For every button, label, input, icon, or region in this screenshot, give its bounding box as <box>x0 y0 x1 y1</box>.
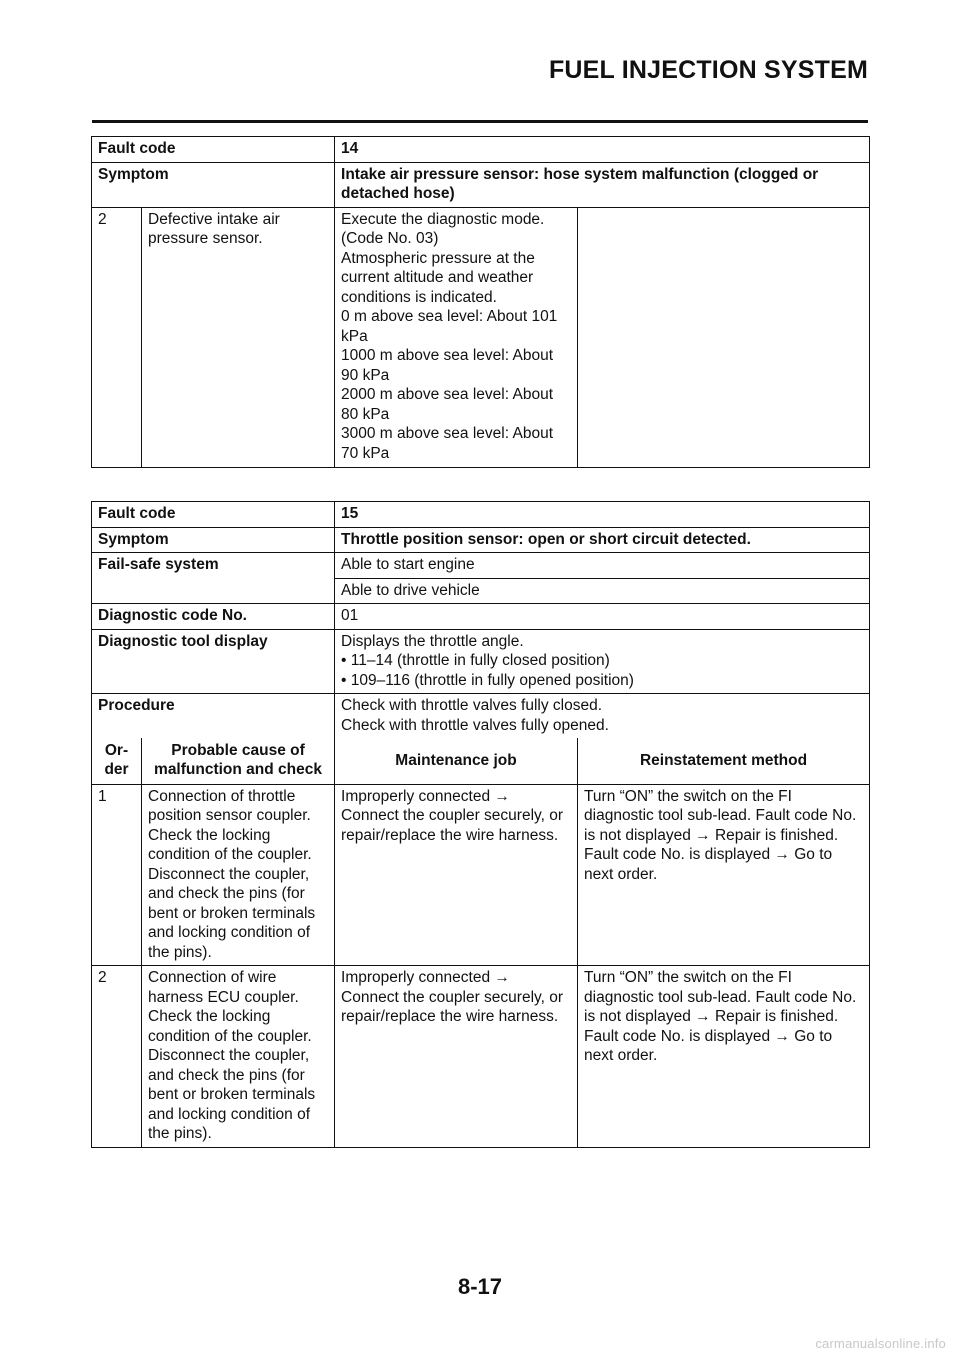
failsafe-label: Fail-safe system <box>92 553 335 604</box>
table-row <box>92 694 870 739</box>
watermark: carmanualsonline.info <box>815 1336 946 1351</box>
table-row <box>92 502 870 528</box>
table-row <box>92 527 870 553</box>
reinstatement-cell: Turn “ON” the switch on the FI diagnostic tool sub-lead. Fault code No. is not displayed → Repair is finished. Fault code No. is displayed → Go to next order. <box>578 784 870 966</box>
symptom-value: Intake air pressure sensor: hose system malfunction (clogged or detached hose) <box>335 162 870 207</box>
cause-line: Connection of wire harness ECU coupler. <box>148 969 299 1006</box>
procedure-line: Check with throttle valves fully opened. <box>341 716 609 734</box>
column-header-job: Maintenance job <box>335 738 578 784</box>
procedure-value <box>335 694 870 739</box>
display-line: • 109–116 (throttle in fully opened position) <box>341 671 634 689</box>
procedure-label: Procedure <box>92 694 335 739</box>
reinstatement-cell: Turn “ON” the switch on the FI diagnostic tool sub-lead. Fault code No. is not displayed → Repair is finished. Fault code No. is displayed → Go to next order. <box>578 966 870 1148</box>
fault-code-value: 15 <box>335 502 870 528</box>
display-line: • 11–14 (throttle in fully closed position) <box>341 652 610 669</box>
table-row <box>92 207 870 467</box>
cause-line: Check the locking condition of the coupler. <box>148 1008 312 1045</box>
table-row <box>92 784 870 966</box>
order-cell: 2 <box>92 207 142 467</box>
job-line: (Code No. 03) <box>341 230 439 247</box>
order-cell: 2 <box>92 966 142 1148</box>
table-row <box>92 629 870 694</box>
cause-cell: Defective intake air pressure sensor. <box>142 207 335 467</box>
cause-cell <box>142 966 335 1148</box>
job-line: Atmospheric pressure at the current altitude and weather conditions is indicated. <box>341 249 535 306</box>
diagnostic-display-value <box>335 629 870 694</box>
page-title: FUEL INJECTION SYSTEM <box>548 56 868 84</box>
column-header-row <box>92 738 870 784</box>
symptom-value: Throttle position sensor: open or short circuit detected. <box>335 527 870 553</box>
order-cell: 1 <box>92 784 142 966</box>
symptom-label: Symptom <box>92 527 335 553</box>
table-row <box>92 604 870 630</box>
table-row <box>92 162 870 207</box>
table-row <box>92 966 870 1148</box>
cause-line: Connection of throttle position sensor coupler. <box>148 787 311 824</box>
job-line: 1000 m above sea level: About 90 kPa <box>341 347 553 384</box>
cause-line: Check the locking condition of the coupler. <box>148 826 312 863</box>
symptom-label: Symptom <box>92 162 335 207</box>
fault-code-value: 14 <box>335 137 870 163</box>
table-row <box>92 137 870 163</box>
maintenance-job-cell: Improperly connected → Connect the coupler securely, or repair/replace the wire harness. <box>335 966 578 1148</box>
failsafe-value: Able to start engine <box>335 553 870 579</box>
maintenance-job-cell: Improperly connected → Connect the coupler securely, or repair/replace the wire harness. <box>335 784 578 966</box>
diagnostic-display-label: Diagnostic tool display <box>92 629 335 694</box>
diagnostic-code-label: Diagnostic code No. <box>92 604 335 630</box>
display-line: Displays the throttle angle. <box>341 632 524 650</box>
procedure-line: Check with throttle valves fully closed. <box>341 697 603 714</box>
job-line: 2000 m above sea level: About 80 kPa <box>341 386 553 423</box>
cause-line: Disconnect the coupler, and check the pins (for bent or broken terminals and locking condition of the pins). <box>148 865 316 961</box>
job-line: 3000 m above sea level: About 70 kPa <box>341 425 553 462</box>
fault-code-label: Fault code <box>92 502 335 528</box>
fault-table-14 <box>91 136 870 468</box>
cause-line: Disconnect the coupler, and check the pins (for bent or broken terminals and locking condition of the pins). <box>148 1047 316 1142</box>
page-number: 8-17 <box>457 1274 503 1299</box>
header-rule <box>92 120 868 123</box>
reinstatement-cell <box>578 207 870 467</box>
table-row <box>92 553 870 579</box>
cause-cell <box>142 784 335 966</box>
fault-code-label: Fault code <box>92 137 335 163</box>
job-line: Execute the diagnostic mode. <box>341 210 545 228</box>
job-line: 0 m above sea level: About 101 kPa <box>341 308 558 345</box>
column-header-cause: Probable cause of malfunction and check <box>142 738 335 784</box>
maintenance-job-cell <box>335 207 578 467</box>
failsafe-value: Able to drive vehicle <box>335 578 870 604</box>
fault-table-15 <box>91 501 870 1148</box>
column-header-order: Or-der <box>92 738 142 784</box>
diagnostic-code-value: 01 <box>335 604 870 630</box>
column-header-reinstatement: Reinstatement method <box>578 738 870 784</box>
